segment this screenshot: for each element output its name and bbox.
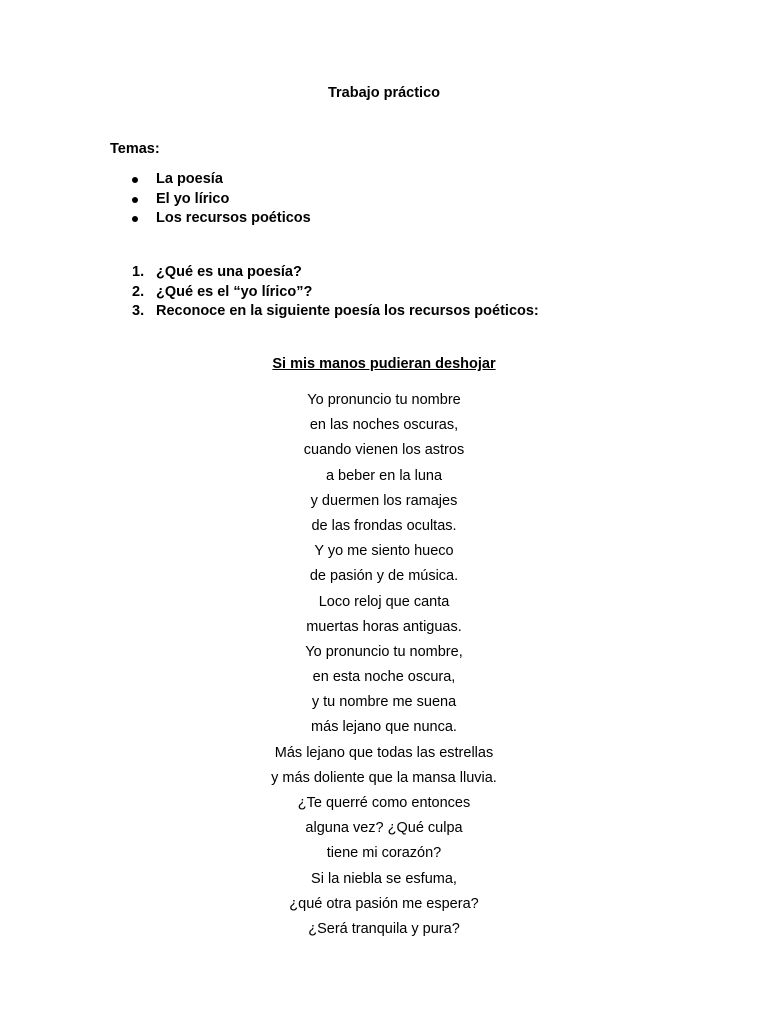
question-text: ¿Qué es el “yo lírico”? — [156, 283, 313, 300]
bullet-icon — [132, 197, 138, 203]
question-item — [132, 263, 539, 283]
poem-title: Si mis manos pudieran deshojar — [272, 356, 496, 372]
bullet-icon — [132, 177, 138, 183]
topic-item — [130, 209, 311, 229]
poem-line: a beber en la luna — [325, 467, 443, 484]
topic-item — [130, 170, 311, 190]
document-title: Trabajo práctico — [327, 85, 440, 101]
poem-line: y más doliente que la mansa lluvia. — [271, 769, 497, 786]
topic-text: La poesía — [156, 171, 223, 187]
question-text: Reconoce en la siguiente poesía los recursos poéticos: — [156, 303, 539, 319]
poem-line: tiene mi corazón? — [326, 845, 442, 862]
topics-label: Temas: — [110, 141, 160, 157]
poem-line: Yo pronuncio tu nombre — [307, 392, 461, 408]
topic-item — [130, 190, 311, 210]
poem-line: ¿Será tranquila y pura? — [308, 920, 460, 937]
poem-body — [0, 390, 768, 944]
poem-line: ¿Te querré como entonces — [297, 795, 471, 811]
poem-line: Más lejano que todas las estrellas — [274, 744, 494, 761]
poem-line: en esta noche oscura, — [312, 669, 456, 686]
poem-line: alguna vez? ¿Qué culpa — [305, 820, 463, 837]
poem-line: y tu nombre me suena — [311, 694, 457, 711]
topic-text: Los recursos poéticos — [156, 210, 311, 226]
poem-line: ¿qué otra pasión me espera? — [289, 895, 479, 912]
question-item — [132, 302, 539, 322]
poem-line: de las frondas ocultas. — [311, 517, 457, 534]
questions-list — [132, 263, 539, 322]
poem-line: Si la niebla se esfuma, — [311, 870, 457, 887]
poem-line: Loco reloj que canta — [318, 593, 450, 610]
question-number: 2. — [132, 283, 145, 300]
poem-line: de pasión y de música. — [309, 568, 459, 585]
poem-line: Y yo me siento hueco — [314, 543, 454, 560]
poem-line: en las noches oscuras, — [309, 417, 459, 434]
poem-line: cuando vienen los astros — [303, 442, 465, 459]
question-number: 3. — [132, 303, 145, 319]
poem-line: más lejano que nunca. — [311, 719, 457, 736]
poem-line: y duermen los ramajes — [310, 492, 458, 509]
question-number: 1. — [132, 264, 145, 280]
topics-list — [130, 170, 311, 229]
question-item — [132, 283, 539, 303]
topic-text: El yo lírico — [156, 190, 230, 207]
poem-line: muertas horas antiguas. — [306, 618, 462, 635]
bullet-icon — [132, 216, 138, 222]
poem-line: Yo pronuncio tu nombre, — [305, 643, 463, 660]
question-text: ¿Qué es una poesía? — [156, 264, 302, 280]
